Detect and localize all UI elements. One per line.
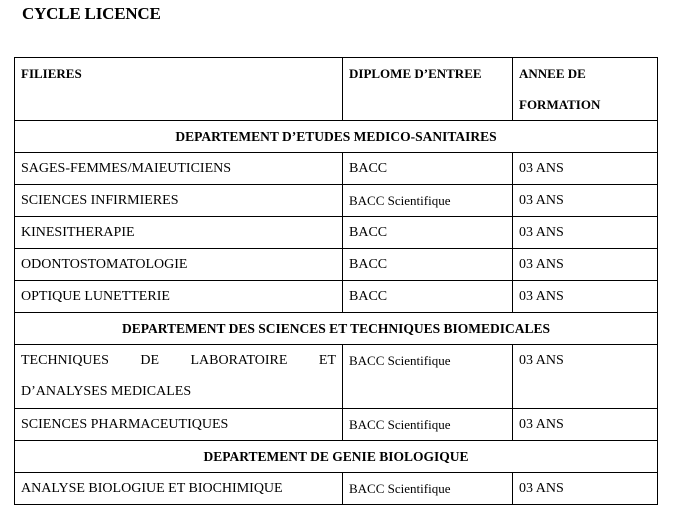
- filiere-line2: D’ANALYSES MEDICALES: [21, 384, 192, 399]
- diplome-cell: BACC: [343, 217, 513, 249]
- table-row: [15, 153, 658, 185]
- diplome-cell: BACC Scientifique: [343, 185, 513, 217]
- header-filieres: FILIERES: [15, 58, 343, 121]
- header-annee-line2: FORMATION: [519, 97, 601, 112]
- filiere-cell: ODONTOSTOMATOLOGIE: [15, 249, 343, 281]
- annee-cell: 03 ANS: [513, 153, 658, 185]
- department-name: DEPARTEMENT DES SCIENCES ET TECHNIQUES BIOMEDICALES: [15, 313, 658, 345]
- table-row: [15, 249, 658, 281]
- department-name: DEPARTEMENT D’ETUDES MEDICO-SANITAIRES: [15, 121, 658, 153]
- annee-cell: 03 ANS: [513, 217, 658, 249]
- department-row: [15, 441, 658, 473]
- annee-cell: 03 ANS: [513, 185, 658, 217]
- filiere-cell: SCIENCES INFIRMIERES: [15, 185, 343, 217]
- diplome-cell: BACC Scientifique: [343, 473, 513, 505]
- diplome-cell: BACC Scientifique: [343, 345, 513, 409]
- table-row: [15, 281, 658, 313]
- header-diplome: DIPLOME D’ENTREE: [343, 58, 513, 121]
- annee-cell: 03 ANS: [513, 281, 658, 313]
- department-row: [15, 121, 658, 153]
- table-row: [15, 217, 658, 249]
- diplome-cell: BACC Scientifique: [343, 409, 513, 441]
- header-annee: [513, 58, 658, 121]
- annee-cell: 03 ANS: [513, 249, 658, 281]
- filiere-cell: ANALYSE BIOLOGIUE ET BIOCHIMIQUE: [15, 473, 343, 505]
- annee-cell: 03 ANS: [513, 345, 658, 409]
- table-row: [15, 345, 658, 409]
- diplome-cell: BACC: [343, 153, 513, 185]
- table-row: [15, 185, 658, 217]
- diplome-cell: BACC: [343, 249, 513, 281]
- filiere-cell: OPTIQUE LUNETTERIE: [15, 281, 343, 313]
- diplome-cell: BACC: [343, 281, 513, 313]
- filiere-cell: SAGES-FEMMES/MAIEUTICIENS: [15, 153, 343, 185]
- filiere-cell: SCIENCES PHARMACEUTIQUES: [15, 409, 343, 441]
- department-row: [15, 313, 658, 345]
- annee-cell: 03 ANS: [513, 409, 658, 441]
- table-row: [15, 473, 658, 505]
- header-annee-line1: ANNEE DE: [519, 66, 586, 81]
- filiere-line1: TECHNIQUES DE LABORATOIRE ET: [21, 353, 336, 368]
- licence-table: [14, 57, 658, 505]
- department-name: DEPARTEMENT DE GENIE BIOLOGIQUE: [15, 441, 658, 473]
- table-row: [15, 409, 658, 441]
- annee-cell: 03 ANS: [513, 473, 658, 505]
- page-title: CYCLE LICENCE: [22, 4, 161, 23]
- filiere-cell: [15, 345, 343, 409]
- filiere-cell: KINESITHERAPIE: [15, 217, 343, 249]
- header-row: [15, 58, 658, 121]
